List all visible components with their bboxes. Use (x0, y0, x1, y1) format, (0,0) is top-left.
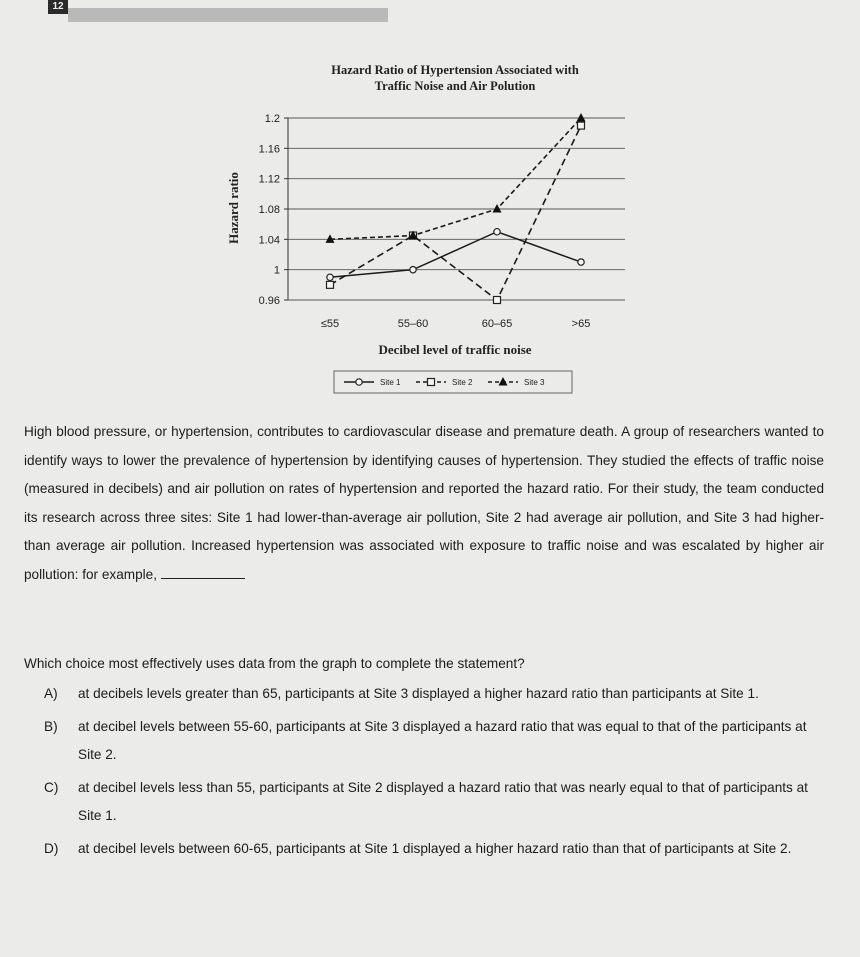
site-1-legend-marker (356, 379, 362, 385)
site-1-legend-label: Site 1 (380, 378, 401, 387)
choice-letter: B) (44, 718, 58, 734)
answer-blank (161, 564, 245, 579)
y-tick-label: 1.08 (258, 204, 280, 216)
page-number-badge: 12 (48, 0, 68, 14)
question-prompt: Which choice most effectively uses data from the graph to complete the statement? (24, 656, 525, 671)
choice-text: at decibel levels less than 55, participants at Site 2 displayed a hazard ratio that was nearly equal to that of participants at Site 1. (78, 779, 808, 824)
chart-title-line-1: Hazard Ratio of Hypertension Associated with (331, 63, 579, 77)
choice-text: at decibels levels greater than 65, participants at Site 3 displayed a higher hazard ratio than participants at Site 1. (78, 686, 759, 701)
gridlines (288, 118, 625, 300)
choice-letter: C) (44, 779, 59, 795)
choice-c[interactable] (44, 774, 824, 831)
y-tick-label: 1.16 (258, 143, 280, 156)
x-axis-label: Decibel level of traffic noise (378, 342, 532, 357)
choice-b[interactable] (44, 713, 824, 770)
choice-text: at decibel levels between 60-65, participants at Site 1 displayed a higher hazard ratio than that of participants at Site 2. (78, 840, 792, 856)
legend (334, 371, 572, 393)
y-tick-label: 1.04 (258, 234, 280, 247)
chart-title-line-2: Traffic Noise and Air Polution (374, 79, 536, 93)
answer-choices (44, 680, 824, 868)
series-markers (326, 113, 586, 304)
x-tick-label: 60–65 (481, 318, 513, 330)
site-2-legend-label: Site 2 (452, 378, 473, 387)
site-1-point (327, 274, 333, 280)
y-tick-label: 1.12 (258, 173, 280, 186)
site-3-point (577, 113, 586, 122)
hazard-ratio-chart (0, 0, 860, 410)
axes (259, 113, 591, 330)
passage (24, 418, 824, 590)
choice-d[interactable] (44, 835, 824, 864)
chart-title (331, 63, 579, 93)
passage-text: High blood pressure, or hypertension, contributes to cardiovascular disease and premature death. A group of researchers wanted to identify ways to lower the prevalence of hypertension by identifying causes of hypertension. They studied the effects of traffic noise (measured in decibels) and air pollution on rates of hypertension and reported the hazard ratio. For their study, the team conducted its research across three sites: Site 1 had lower-than-average air pollution, Site 2 had average air pollution, and Site 3 had higher-than average air pollution. Increased hypertension was associated with exposure to traffic noise and was escalated by higher air pollution: for example, (24, 424, 824, 582)
x-tick-label: ≤55 (320, 318, 340, 330)
site-2-point (578, 122, 585, 129)
site-1-point (494, 229, 500, 235)
choice-text: at decibel levels between 55-60, participants at Site 3 displayed a hazard ratio that was equal to that of the participants at Site 2. (78, 718, 807, 763)
x-tick-label: >65 (571, 318, 591, 330)
y-tick-label: 1.2 (264, 113, 280, 125)
site-3-legend-label: Site 3 (524, 378, 545, 387)
choice-a[interactable] (44, 680, 824, 709)
y-tick-label: 1 (273, 264, 280, 277)
site-2-legend-marker (428, 379, 435, 386)
choice-letter: D) (44, 840, 59, 856)
choice-letter: A) (44, 686, 58, 701)
site-1-point (410, 266, 416, 272)
site-1-line (330, 232, 581, 278)
site-2-point (327, 281, 334, 288)
site-1-point (578, 259, 584, 265)
y-tick-label: 0.96 (258, 295, 280, 307)
site-3-legend-marker (499, 377, 508, 386)
x-tick-label: 55–60 (397, 318, 429, 330)
site-2-point (494, 297, 501, 304)
y-axis-label: Hazard ratio (226, 172, 241, 244)
